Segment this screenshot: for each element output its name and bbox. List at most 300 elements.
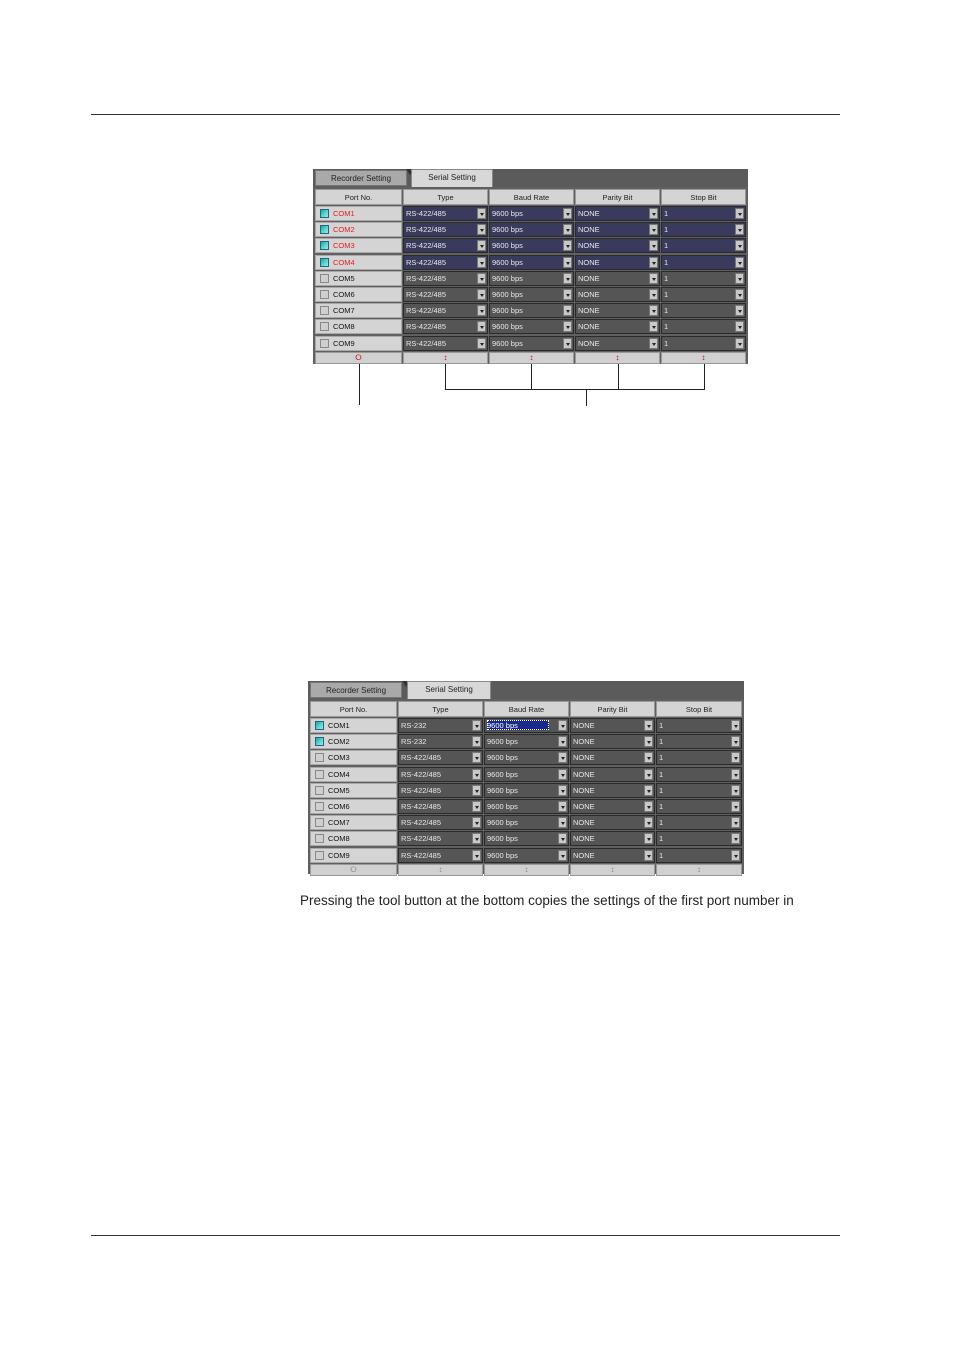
type-select[interactable] <box>398 815 483 830</box>
select-value: 1 <box>659 721 664 730</box>
port-checkbox[interactable] <box>320 290 329 299</box>
chevron-down-icon[interactable] <box>644 801 653 812</box>
chevron-down-icon[interactable] <box>563 257 572 268</box>
tab-bar <box>308 681 744 699</box>
chevron-down-icon[interactable] <box>558 752 567 763</box>
parity-bit-select[interactable] <box>575 255 660 270</box>
port-cell <box>310 750 397 765</box>
select-value: NONE <box>573 802 595 811</box>
chevron-down-icon[interactable] <box>731 769 740 780</box>
chevron-down-icon[interactable] <box>649 273 658 284</box>
chevron-down-icon[interactable] <box>563 224 572 235</box>
type-select[interactable] <box>403 303 488 318</box>
select-value: 1 <box>664 225 669 235</box>
select-value: 1 <box>664 338 669 348</box>
table-row <box>313 303 748 318</box>
select-value: RS-422/485 <box>406 306 447 316</box>
select-value: 9600 bps <box>487 802 518 811</box>
select-value: NONE <box>573 769 595 779</box>
chevron-down-icon[interactable] <box>644 785 653 796</box>
chevron-down-icon[interactable] <box>558 833 567 844</box>
select-value: 1 <box>664 306 669 316</box>
select-value: 1 <box>664 257 669 267</box>
chevron-down-icon[interactable] <box>644 720 653 731</box>
baud-rate-select[interactable] <box>484 734 569 749</box>
type-select[interactable] <box>398 750 483 765</box>
baud-rate-select[interactable] <box>484 831 569 846</box>
select-value: 1 <box>659 802 664 811</box>
chevron-down-icon[interactable] <box>735 240 744 251</box>
select-value: 9600 bps <box>492 273 523 283</box>
copy-down-icon: ↕ <box>524 864 529 874</box>
parity-bit-select[interactable] <box>570 767 655 782</box>
baud-rate-select[interactable] <box>484 767 569 782</box>
type-select[interactable] <box>398 767 483 782</box>
chevron-down-icon[interactable] <box>558 850 567 861</box>
chevron-down-icon[interactable] <box>472 752 481 763</box>
select-value: 1 <box>664 209 669 218</box>
chevron-down-icon[interactable] <box>649 289 658 300</box>
select-value: NONE <box>573 753 595 763</box>
serial-setting-panel-2 <box>308 681 744 874</box>
port-label: COM8 <box>333 322 355 332</box>
chevron-down-icon[interactable] <box>649 208 658 219</box>
stop-bit-select[interactable] <box>656 718 742 733</box>
select-value: 9600 bps <box>487 721 518 730</box>
port-cell <box>310 831 397 846</box>
port-label: COM5 <box>333 273 355 283</box>
port-cell <box>315 319 402 334</box>
chevron-down-icon[interactable] <box>477 224 486 235</box>
copy-tool-button-parity-bit[interactable] <box>570 864 655 876</box>
chevron-down-icon[interactable] <box>558 769 567 780</box>
parity-bit-select[interactable] <box>575 287 660 302</box>
chevron-down-icon[interactable] <box>477 257 486 268</box>
stop-bit-select[interactable] <box>661 303 746 318</box>
select-value: NONE <box>578 241 600 251</box>
type-select[interactable] <box>403 336 488 351</box>
type-select[interactable] <box>398 831 483 846</box>
copy-tool-button-parity-bit[interactable] <box>575 352 660 364</box>
port-label: COM6 <box>333 290 355 299</box>
port-label: COM2 <box>333 225 355 235</box>
select-value: RS-422/485 <box>401 850 442 860</box>
copy-tool-button-stop-bit[interactable] <box>661 352 746 364</box>
stop-bit-select[interactable] <box>656 750 742 765</box>
baud-rate-select[interactable] <box>489 206 574 221</box>
parity-bit-select[interactable] <box>570 750 655 765</box>
callout-line-parity <box>618 364 619 390</box>
baud-rate-select[interactable] <box>484 783 569 798</box>
port-checkbox[interactable] <box>315 851 324 860</box>
select-value: NONE <box>578 273 600 283</box>
select-value: RS-422/485 <box>401 753 442 763</box>
port-checkbox[interactable] <box>315 721 324 730</box>
chevron-down-icon[interactable] <box>644 850 653 861</box>
chevron-down-icon[interactable] <box>472 801 481 812</box>
table-row <box>313 319 748 334</box>
stop-bit-select[interactable] <box>656 734 742 749</box>
chevron-down-icon[interactable] <box>563 305 572 316</box>
column-header-port-no: Port No. <box>315 189 402 205</box>
reset-icon: ⭘ <box>350 864 357 874</box>
tab-recorder-setting[interactable]: Recorder Setting <box>310 682 402 698</box>
select-value: RS-422/485 <box>406 257 447 267</box>
stop-bit-select[interactable] <box>661 206 746 221</box>
select-value: NONE <box>573 834 595 844</box>
chevron-down-icon[interactable] <box>731 785 740 796</box>
port-checkbox[interactable] <box>320 258 329 267</box>
type-select[interactable] <box>398 848 483 863</box>
chevron-down-icon[interactable] <box>558 817 567 828</box>
stop-bit-select[interactable] <box>656 848 742 863</box>
baud-rate-select[interactable] <box>484 750 569 765</box>
chevron-down-icon[interactable] <box>644 817 653 828</box>
select-value: 9600 bps <box>487 850 518 860</box>
select-value: NONE <box>578 322 600 332</box>
port-label: COM4 <box>328 769 350 779</box>
port-checkbox[interactable] <box>315 802 324 811</box>
chevron-down-icon[interactable] <box>477 240 486 251</box>
chevron-down-icon[interactable] <box>644 736 653 747</box>
stop-bit-select[interactable] <box>661 222 746 237</box>
parity-bit-select[interactable] <box>570 734 655 749</box>
select-value: 1 <box>664 290 669 299</box>
select-value: 9600 bps <box>492 241 523 251</box>
chevron-down-icon[interactable] <box>558 736 567 747</box>
port-checkbox[interactable] <box>315 834 324 843</box>
select-value: NONE <box>578 290 600 299</box>
chevron-down-icon[interactable] <box>649 321 658 332</box>
chevron-down-icon[interactable] <box>731 736 740 747</box>
port-label: COM9 <box>333 338 355 348</box>
reset-tool-button[interactable] <box>310 864 397 876</box>
chevron-down-icon[interactable] <box>472 833 481 844</box>
select-value: RS-422/485 <box>401 834 442 844</box>
select-value: RS-232 <box>401 721 427 730</box>
stop-bit-select[interactable] <box>656 783 742 798</box>
port-label: COM3 <box>328 753 350 763</box>
select-value: 9600 bps <box>492 290 523 299</box>
table-row <box>313 271 748 286</box>
column-header-baud-rate: Baud Rate <box>489 189 574 205</box>
chevron-down-icon[interactable] <box>735 208 744 219</box>
stop-bit-select[interactable] <box>656 815 742 830</box>
baud-rate-select[interactable] <box>489 319 574 334</box>
chevron-down-icon[interactable] <box>735 289 744 300</box>
select-value: RS-422/485 <box>406 273 447 283</box>
chevron-down-icon[interactable] <box>472 785 481 796</box>
parity-bit-select[interactable] <box>570 718 655 733</box>
column-header-parity-bit: Parity Bit <box>575 189 660 205</box>
chevron-down-icon[interactable] <box>649 257 658 268</box>
type-select[interactable] <box>403 271 488 286</box>
chevron-down-icon[interactable] <box>649 224 658 235</box>
copy-down-icon: ↕ <box>443 352 448 362</box>
stop-bit-select[interactable] <box>661 287 746 302</box>
select-value: RS-422/485 <box>406 322 447 332</box>
port-checkbox[interactable] <box>315 753 324 762</box>
table-row <box>313 238 748 253</box>
parity-bit-select[interactable] <box>570 831 655 846</box>
select-value: 9600 bps <box>492 257 523 267</box>
copy-down-icon: ↕ <box>610 864 615 874</box>
chevron-down-icon[interactable] <box>472 736 481 747</box>
baud-rate-select[interactable] <box>489 255 574 270</box>
port-cell <box>310 799 397 814</box>
parity-bit-select[interactable] <box>575 319 660 334</box>
stop-bit-select[interactable] <box>656 767 742 782</box>
select-value: 1 <box>659 818 664 828</box>
type-select[interactable] <box>403 287 488 302</box>
chevron-down-icon[interactable] <box>649 240 658 251</box>
parity-bit-select[interactable] <box>575 336 660 351</box>
select-value: RS-422/485 <box>401 785 442 795</box>
tab-serial-setting[interactable]: Serial Setting <box>407 681 491 699</box>
parity-bit-select[interactable] <box>575 303 660 318</box>
chevron-down-icon[interactable] <box>735 257 744 268</box>
copy-tool-button-type[interactable] <box>403 352 488 364</box>
port-label: COM7 <box>328 818 350 828</box>
select-value: NONE <box>578 338 600 348</box>
baud-rate-select[interactable] <box>489 271 574 286</box>
copy-tool-button-baud-rate[interactable] <box>484 864 569 876</box>
type-select[interactable] <box>403 319 488 334</box>
copy-tool-button-type[interactable] <box>398 864 483 876</box>
select-value: 9600 bps <box>487 785 518 795</box>
chevron-down-icon[interactable] <box>644 769 653 780</box>
type-select[interactable] <box>398 799 483 814</box>
select-value: 1 <box>659 753 664 763</box>
port-label: COM5 <box>328 785 350 795</box>
baud-rate-select[interactable] <box>489 336 574 351</box>
tab-recorder-setting[interactable]: Recorder Setting <box>315 170 407 186</box>
port-checkbox[interactable] <box>315 786 324 795</box>
parity-bit-select[interactable] <box>570 799 655 814</box>
select-value: NONE <box>573 785 595 795</box>
chevron-down-icon[interactable] <box>558 801 567 812</box>
port-cell <box>310 783 397 798</box>
column-header-stop-bit: Stop Bit <box>656 701 742 717</box>
reset-icon: ⭘ <box>355 352 362 362</box>
port-checkbox[interactable] <box>320 209 329 218</box>
port-cell <box>315 206 402 221</box>
port-label: COM3 <box>333 241 355 251</box>
port-checkbox[interactable] <box>320 241 329 250</box>
parity-bit-select[interactable] <box>570 783 655 798</box>
chevron-down-icon[interactable] <box>563 273 572 284</box>
chevron-down-icon[interactable] <box>731 833 740 844</box>
port-label: COM7 <box>333 306 355 316</box>
type-select[interactable] <box>398 718 483 733</box>
select-value: 9600 bps <box>492 322 523 332</box>
chevron-down-icon[interactable] <box>735 305 744 316</box>
select-value: RS-422/485 <box>406 209 447 218</box>
caption-text: Pressing the tool button at the bottom copies the settings of the first port number in <box>300 893 794 908</box>
baud-rate-select[interactable] <box>489 238 574 253</box>
column-header-port-no: Port No. <box>310 701 397 717</box>
port-checkbox[interactable] <box>320 225 329 234</box>
chevron-down-icon[interactable] <box>735 338 744 349</box>
select-value: 1 <box>664 322 669 332</box>
copy-down-icon: ↕ <box>529 352 534 362</box>
port-cell <box>310 718 397 733</box>
chevron-down-icon[interactable] <box>558 785 567 796</box>
port-checkbox[interactable] <box>315 818 324 827</box>
callout-line-stop <box>704 364 705 390</box>
chevron-down-icon[interactable] <box>735 321 744 332</box>
baud-rate-select[interactable] <box>489 222 574 237</box>
port-cell <box>315 271 402 286</box>
chevron-down-icon[interactable] <box>731 720 740 731</box>
select-value: RS-422/485 <box>406 338 447 348</box>
chevron-down-icon[interactable] <box>563 321 572 332</box>
select-value: 1 <box>664 273 669 283</box>
baud-rate-select[interactable] <box>489 287 574 302</box>
select-value: 9600 bps <box>487 769 518 779</box>
parity-bit-select[interactable] <box>570 815 655 830</box>
select-value: NONE <box>573 737 595 747</box>
copy-down-icon: ↕ <box>438 864 443 874</box>
type-select[interactable] <box>403 238 488 253</box>
port-label: COM6 <box>328 802 350 811</box>
stop-bit-select[interactable] <box>661 255 746 270</box>
chevron-down-icon[interactable] <box>563 338 572 349</box>
port-cell <box>310 767 397 782</box>
chevron-down-icon[interactable] <box>731 817 740 828</box>
port-checkbox[interactable] <box>320 339 329 348</box>
chevron-down-icon[interactable] <box>563 289 572 300</box>
stop-bit-select[interactable] <box>661 319 746 334</box>
chevron-down-icon[interactable] <box>472 850 481 861</box>
copy-tool-button-stop-bit[interactable] <box>656 864 742 876</box>
port-cell <box>315 336 402 351</box>
table-row <box>308 831 744 846</box>
select-value: 1 <box>664 241 669 251</box>
port-cell <box>315 255 402 270</box>
select-value: 9600 bps <box>487 753 518 763</box>
select-value: 9600 bps <box>487 834 518 844</box>
footer-rule <box>91 1235 840 1236</box>
chevron-down-icon[interactable] <box>644 833 653 844</box>
port-label: COM1 <box>333 209 355 218</box>
chevron-down-icon[interactable] <box>477 273 486 284</box>
stop-bit-select[interactable] <box>661 336 746 351</box>
stop-bit-select[interactable] <box>661 238 746 253</box>
column-header-stop-bit: Stop Bit <box>661 189 746 205</box>
stop-bit-select[interactable] <box>661 271 746 286</box>
callout-line-reset <box>359 364 360 405</box>
baud-rate-select[interactable] <box>489 303 574 318</box>
port-checkbox[interactable] <box>315 770 324 779</box>
column-header-type: Type <box>398 701 483 717</box>
select-value: RS-232 <box>401 737 427 747</box>
type-select[interactable] <box>398 783 483 798</box>
type-select[interactable] <box>403 222 488 237</box>
chevron-down-icon[interactable] <box>477 208 486 219</box>
table-row <box>308 750 744 765</box>
select-value: NONE <box>573 721 595 730</box>
chevron-down-icon[interactable] <box>563 208 572 219</box>
port-checkbox[interactable] <box>315 737 324 746</box>
port-checkbox[interactable] <box>320 274 329 283</box>
chevron-down-icon[interactable] <box>477 338 486 349</box>
tab-serial-setting[interactable]: Serial Setting <box>411 169 493 187</box>
baud-rate-select[interactable] <box>484 815 569 830</box>
chevron-down-icon[interactable] <box>563 240 572 251</box>
type-select[interactable] <box>403 255 488 270</box>
stop-bit-select[interactable] <box>656 831 742 846</box>
port-cell <box>315 222 402 237</box>
chevron-down-icon[interactable] <box>472 817 481 828</box>
port-checkbox[interactable] <box>320 306 329 315</box>
port-label: COM4 <box>333 257 355 267</box>
type-select[interactable] <box>398 734 483 749</box>
select-value: NONE <box>578 257 600 267</box>
port-checkbox[interactable] <box>320 322 329 331</box>
parity-bit-select[interactable] <box>575 238 660 253</box>
select-value: 9600 bps <box>492 209 523 218</box>
callout-line-copy <box>586 389 587 406</box>
chevron-down-icon[interactable] <box>735 224 744 235</box>
chevron-down-icon[interactable] <box>644 752 653 763</box>
header-rule <box>91 114 840 115</box>
chevron-down-icon[interactable] <box>472 769 481 780</box>
table-row <box>308 783 744 798</box>
chevron-down-icon[interactable] <box>731 752 740 763</box>
chevron-down-icon[interactable] <box>477 321 486 332</box>
chevron-down-icon[interactable] <box>477 289 486 300</box>
chevron-down-icon[interactable] <box>731 850 740 861</box>
chevron-down-icon[interactable] <box>731 801 740 812</box>
baud-rate-select[interactable] <box>484 848 569 863</box>
reset-tool-button[interactable] <box>315 352 402 364</box>
parity-bit-select[interactable] <box>575 271 660 286</box>
chevron-down-icon[interactable] <box>735 273 744 284</box>
stop-bit-select[interactable] <box>656 799 742 814</box>
chevron-down-icon[interactable] <box>649 338 658 349</box>
parity-bit-select[interactable] <box>570 848 655 863</box>
callout-line-baud <box>531 364 532 390</box>
chevron-down-icon[interactable] <box>649 305 658 316</box>
callout-bracket <box>445 389 705 390</box>
port-cell <box>310 734 397 749</box>
table-row <box>308 734 744 749</box>
select-value: 9600 bps <box>487 818 518 828</box>
select-value: RS-422/485 <box>406 241 447 251</box>
select-value: 9600 bps <box>492 225 523 235</box>
chevron-down-icon[interactable] <box>558 720 567 731</box>
parity-bit-select[interactable] <box>575 222 660 237</box>
tab-bar <box>313 169 748 187</box>
chevron-down-icon[interactable] <box>472 720 481 731</box>
parity-bit-select[interactable] <box>575 206 660 221</box>
port-label: COM8 <box>328 834 350 844</box>
table-row <box>308 767 744 782</box>
baud-rate-select[interactable] <box>484 718 569 733</box>
baud-rate-select[interactable] <box>484 799 569 814</box>
select-value: NONE <box>573 850 595 860</box>
port-label: COM2 <box>328 737 350 747</box>
table-row <box>308 718 744 733</box>
select-value: RS-422/485 <box>406 225 447 235</box>
select-value: NONE <box>573 818 595 828</box>
type-select[interactable] <box>403 206 488 221</box>
serial-setting-panel-1 <box>313 169 748 364</box>
port-cell <box>315 238 402 253</box>
copy-tool-button-baud-rate[interactable] <box>489 352 574 364</box>
chevron-down-icon[interactable] <box>477 305 486 316</box>
